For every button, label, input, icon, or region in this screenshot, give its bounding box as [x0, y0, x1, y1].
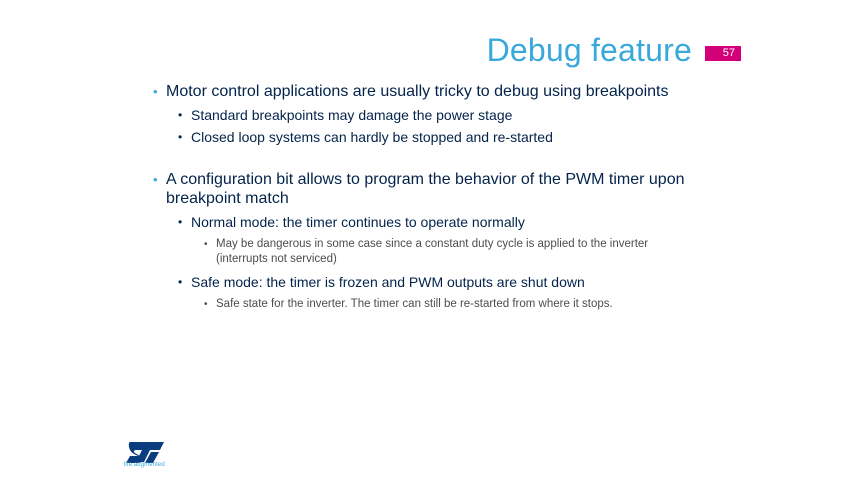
bullet-icon: • [178, 130, 183, 144]
bullet-text: May be dangerous in some case since a constant duty cycle is applied to the inverter (interrupts not serviced) [216, 238, 649, 265]
bullet-icon: • [153, 172, 158, 187]
bullet-icon: • [204, 239, 208, 250]
slide-title: Debug feature [486, 32, 692, 68]
sub-bullet-item [152, 128, 712, 146]
bullet-text: A configuration bit allows to program the behavior of the PWM timer upon breakpoint match [166, 171, 685, 207]
logo-tagline: life.augmented [124, 462, 165, 468]
bullet-text: Motor control applications are usually tricky to debug using breakpoints [166, 83, 669, 100]
bullet-text: Standard breakpoints may damage the power stage [191, 107, 513, 123]
sub-sub-bullet-item [152, 297, 696, 312]
bullet-icon: • [178, 108, 183, 122]
sub-bullet-item [152, 273, 712, 291]
sub-bullet-item [152, 106, 712, 124]
bullet-text: Closed loop systems can hardly be stopped and re-started [191, 129, 553, 145]
bullet-icon: • [153, 84, 158, 99]
bullet-item [152, 170, 712, 208]
sub-bullet-item [152, 213, 712, 231]
slide-content [152, 82, 712, 312]
bullet-icon: • [178, 275, 183, 289]
bullet-icon: • [178, 215, 183, 229]
bullet-icon: • [204, 299, 208, 310]
sub-sub-bullet-item [152, 237, 696, 267]
bullet-item [152, 82, 712, 101]
bullet-text: Safe state for the inverter. The timer can still be re-started from where it stops. [216, 298, 613, 310]
page-number-badge: 57 [705, 46, 741, 61]
bullet-text: Normal mode: the timer continues to operate normally [191, 214, 525, 230]
bullet-text: Safe mode: the timer is frozen and PWM outputs are shut down [191, 274, 585, 290]
